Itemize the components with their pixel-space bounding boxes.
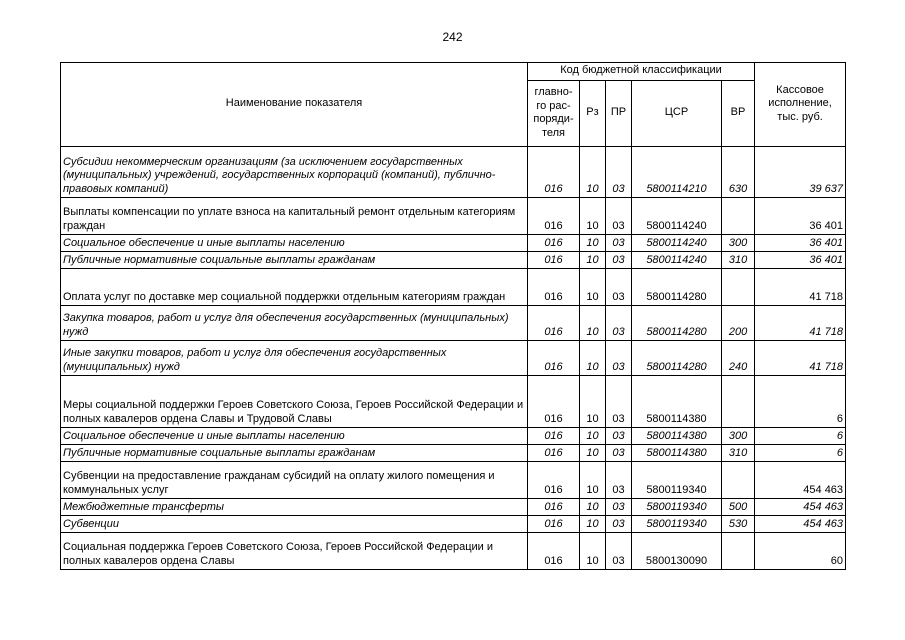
- row-vr: 240: [722, 341, 755, 376]
- row-csr: 5800114380: [632, 445, 722, 462]
- row-rz: 10: [580, 376, 606, 428]
- row-amount: 454 463: [755, 462, 846, 499]
- row-name: Меры социальной поддержки Героев Советского Союза, Героев Российской Федерации и полных кавалеров ордена Славы и Трудовой Славы: [61, 376, 528, 428]
- budget-table: [60, 62, 846, 570]
- row-amount: 36 401: [755, 198, 846, 235]
- row-pr: 03: [606, 445, 632, 462]
- row-rz: 10: [580, 147, 606, 198]
- row-amount: 41 718: [755, 306, 846, 341]
- page-number: 242: [442, 30, 463, 44]
- row-gr: 016: [528, 147, 580, 198]
- row-amount: 6: [755, 428, 846, 445]
- table-header: [61, 63, 846, 147]
- row-csr: 5800114380: [632, 376, 722, 428]
- row-name: Субсидии некоммерческим организациям (за исключением государственных (муниципальных) учреждений, государственных корпораций (компаний), публично-правовых компаний): [61, 147, 528, 198]
- row-vr: 310: [722, 252, 755, 269]
- row-pr: 03: [606, 147, 632, 198]
- header-amount: Кассовое исполнение, тыс. руб.: [755, 63, 846, 147]
- row-rz: 10: [580, 198, 606, 235]
- row-csr: 5800114280: [632, 269, 722, 306]
- row-pr: 03: [606, 428, 632, 445]
- row-vr: 310: [722, 445, 755, 462]
- row-pr: 03: [606, 235, 632, 252]
- row-rz: 10: [580, 252, 606, 269]
- row-vr: 200: [722, 306, 755, 341]
- row-csr: 5800114380: [632, 428, 722, 445]
- row-name: Публичные нормативные социальные выплаты гражданам: [61, 445, 528, 462]
- row-amount: 36 401: [755, 235, 846, 252]
- row-name: Социальное обеспечение и иные выплаты населению: [61, 428, 528, 445]
- row-gr: 016: [528, 341, 580, 376]
- row-pr: 03: [606, 306, 632, 341]
- row-gr: 016: [528, 235, 580, 252]
- row-name: Субвенции: [61, 516, 528, 533]
- row-gr: 016: [528, 306, 580, 341]
- header-gr: главно-го рас-поряди-теля: [528, 81, 580, 147]
- row-vr: 300: [722, 235, 755, 252]
- row-vr: [722, 376, 755, 428]
- row-amount: 41 718: [755, 341, 846, 376]
- row-name: Социальное обеспечение и иные выплаты населению: [61, 235, 528, 252]
- row-vr: [722, 269, 755, 306]
- row-csr: 5800114240: [632, 252, 722, 269]
- row-pr: 03: [606, 516, 632, 533]
- row-csr: 5800114280: [632, 341, 722, 376]
- row-pr: 03: [606, 499, 632, 516]
- row-name: Иные закупки товаров, работ и услуг для обеспечения государственных (муниципальных) нужд: [61, 341, 528, 376]
- row-pr: 03: [606, 533, 632, 570]
- row-vr: 630: [722, 147, 755, 198]
- row-amount: 6: [755, 445, 846, 462]
- row-name: Закупка товаров, работ и услуг для обеспечения государственных (муниципальных) нужд: [61, 306, 528, 341]
- row-csr: 5800114280: [632, 306, 722, 341]
- row-rz: 10: [580, 428, 606, 445]
- row-csr: 5800130090: [632, 533, 722, 570]
- row-gr: 016: [528, 428, 580, 445]
- row-gr: 016: [528, 198, 580, 235]
- row-amount: 39 637: [755, 147, 846, 198]
- row-gr: 016: [528, 269, 580, 306]
- row-gr: 016: [528, 445, 580, 462]
- row-amount: 60: [755, 533, 846, 570]
- row-vr: 530: [722, 516, 755, 533]
- row-rz: 10: [580, 306, 606, 341]
- row-vr: [722, 462, 755, 499]
- row-amount: 6: [755, 376, 846, 428]
- row-rz: 10: [580, 516, 606, 533]
- row-pr: 03: [606, 341, 632, 376]
- header-name: Наименование показателя: [61, 63, 528, 147]
- row-rz: 10: [580, 445, 606, 462]
- row-vr: 500: [722, 499, 755, 516]
- row-csr: 5800114210: [632, 147, 722, 198]
- row-csr: 5800114240: [632, 235, 722, 252]
- row-gr: 016: [528, 499, 580, 516]
- row-vr: [722, 198, 755, 235]
- table-body: [61, 147, 846, 570]
- header-vr: ВР: [722, 81, 755, 147]
- row-name: Субвенции на предоставление гражданам субсидий на оплату жилого помещения и коммунальных услуг: [61, 462, 528, 499]
- row-name: Межбюджетные трансферты: [61, 499, 528, 516]
- row-name: Выплаты компенсации по уплате взноса на капитальный ремонт отдельным категориям граждан: [61, 198, 528, 235]
- header-pr: ПР: [606, 81, 632, 147]
- row-pr: 03: [606, 462, 632, 499]
- row-pr: 03: [606, 376, 632, 428]
- row-rz: 10: [580, 235, 606, 252]
- row-gr: 016: [528, 462, 580, 499]
- row-amount: 36 401: [755, 252, 846, 269]
- row-csr: 5800119340: [632, 499, 722, 516]
- row-amount: 41 718: [755, 269, 846, 306]
- row-pr: 03: [606, 252, 632, 269]
- row-gr: 016: [528, 252, 580, 269]
- header-csr: ЦСР: [632, 81, 722, 147]
- row-gr: 016: [528, 533, 580, 570]
- row-vr: 300: [722, 428, 755, 445]
- row-amount: 454 463: [755, 499, 846, 516]
- row-gr: 016: [528, 516, 580, 533]
- row-rz: 10: [580, 269, 606, 306]
- header-rz: Рз: [580, 81, 606, 147]
- row-name: Оплата услуг по доставке мер социальной поддержки отдельным категориям граждан: [61, 269, 528, 306]
- row-pr: 03: [606, 198, 632, 235]
- row-rz: 10: [580, 533, 606, 570]
- row-rz: 10: [580, 341, 606, 376]
- header-code-group: Код бюджетной классификации: [528, 63, 755, 81]
- row-name: Социальная поддержка Героев Советского Союза, Героев Российской Федерации и полных кавалеров ордена Славы: [61, 533, 528, 570]
- row-rz: 10: [580, 462, 606, 499]
- row-csr: 5800119340: [632, 516, 722, 533]
- row-gr: 016: [528, 376, 580, 428]
- row-vr: [722, 533, 755, 570]
- row-rz: 10: [580, 499, 606, 516]
- row-pr: 03: [606, 269, 632, 306]
- row-amount: 454 463: [755, 516, 846, 533]
- row-name: Публичные нормативные социальные выплаты гражданам: [61, 252, 528, 269]
- row-csr: 5800119340: [632, 462, 722, 499]
- row-csr: 5800114240: [632, 198, 722, 235]
